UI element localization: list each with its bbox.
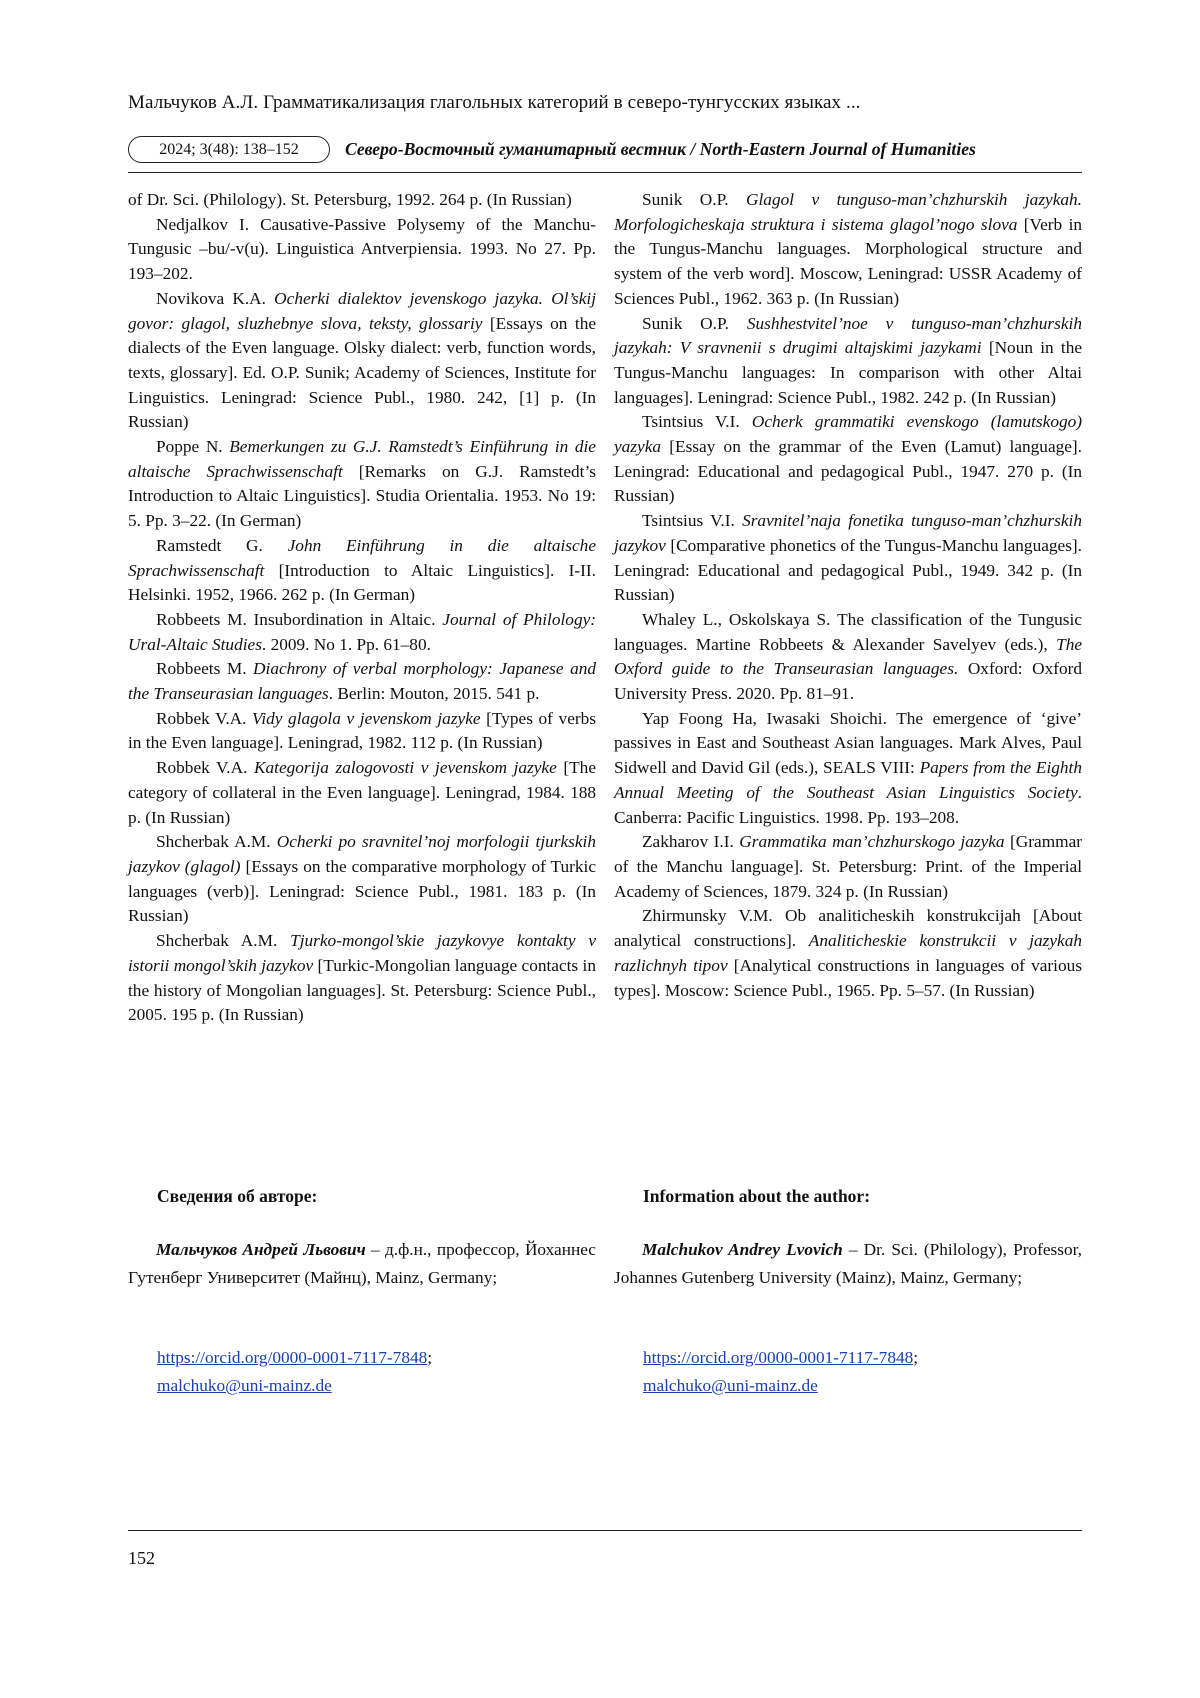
reference-details: [Essays on the dialects of the Even language. Olsky dialect: verb, function words, texts, glossary]. Ed. O.P. Sunik; Academy of Sciences, Institute for Linguistics. Leningrad: Science Publ., 1980. 242, [1] p. (In Russian) — [128, 313, 597, 432]
running-title: Мальчуков А.Л. Грамматикализация глагольных категорий в северо-тунгусских языках ... — [128, 92, 861, 113]
orcid-link-ru[interactable]: https://orcid.org/0000-0001-7117-7848 — [157, 1348, 428, 1367]
reference-entry — [614, 830, 1082, 904]
email-link-ru[interactable]: malchuko@uni-mainz.de — [157, 1376, 332, 1395]
reference-entry — [128, 929, 596, 1028]
journal-title: Северо-Восточный гуманитарный вестник / North-Eastern Journal of Humanities — [345, 139, 976, 159]
reference-details: [Types of verbs in the Even language]. Leningrad, 1982. 112 p. (In Russian) — [128, 708, 596, 753]
orcid-separator-en: ; — [913, 1348, 919, 1367]
reference-author: Shcherbak A.M. — [156, 931, 278, 951]
reference-details: [Grammar of the Manchu language]. St. Petersburg: Print. of the Imperial Academy of Sciences, 1879. 324 p. (In Russian) — [614, 832, 1082, 901]
reference-author: Novikova K.A. — [156, 288, 266, 308]
reference-details: Ob analiticheskih konstrukcijah [About analytical constructions]. — [614, 906, 1082, 951]
reference-details: [The category of collateral in the Even language]. Leningrad, 1984. 188 p. (In Russian) — [128, 758, 596, 827]
reference-author: Zakharov I.I. — [642, 832, 734, 852]
reference-details: . 2009. No 1. Pp. 61–80. — [261, 634, 431, 654]
reference-author: Robbeets M. — [156, 659, 247, 679]
header-divider — [128, 172, 1082, 173]
reference-details: of Dr. Sci. (Philology). St. Petersburg, 1992. 264 p. (In Russian) — [128, 190, 572, 209]
footer-divider — [128, 1530, 1082, 1531]
author-links-ru — [157, 1344, 432, 1400]
reference-title: Diachrony of verbal morphology: Japanese and the Transeurasian languages — [128, 659, 596, 704]
reference-entry — [614, 410, 1082, 509]
reference-entry — [128, 534, 596, 608]
reference-author: Robbek V.A. — [156, 708, 247, 728]
reference-title: The Oxford guide to the Transeurasian languages. — [614, 634, 1082, 679]
author-info-heading-en: Information about the author: — [643, 1186, 871, 1206]
reference-entry — [128, 608, 596, 657]
page-number: 152 — [128, 1548, 155, 1568]
reference-entry — [128, 657, 596, 706]
reference-title: John Einführung in die altaische Sprachwissenschaft — [128, 535, 596, 580]
reference-details: [Introduction to Altaic Linguistics]. I-II. Helsinki. 1952, 1966. 262 p. (In German) — [128, 560, 596, 605]
reference-title: Ocherk grammatiki evenskogo (lamutskogo) yazyka — [614, 412, 1082, 457]
author-info-heading-ru: Сведения об авторе: — [157, 1186, 318, 1206]
reference-details: [Remarks on G.J. Ramstedt’s Introduction to Altaic Linguistics]. Studia Orientalia. 1953. No 19: 5. Pp. 3–22. (In German) — [128, 461, 596, 531]
author-bio-en — [614, 1236, 1082, 1292]
reference-details: The classification of the Tungusic languages. Martine Robbeets & Alexander Savelyev (eds.), — [614, 609, 1082, 654]
orcid-separator-ru: ; — [427, 1348, 433, 1367]
reference-author: Sunik O.P. — [642, 313, 729, 333]
reference-title: Ocherki dialektov jevenskogo jazyka. Ol’skij govor: glagol, sluzhebnye slova, teksty, glossariy — [128, 288, 597, 333]
email-link-en[interactable]: malchuko@uni-mainz.de — [643, 1376, 818, 1395]
reference-entry — [614, 188, 1082, 312]
reference-entry — [614, 608, 1082, 707]
references-right-column — [614, 188, 1082, 1003]
reference-author: Zhirmunsky V.M. — [642, 906, 773, 926]
reference-details: Causative-Passive Polysemy of the Manchu-Tungusic –bu/-v(u). Linguistica Antverpiensia. 1993. No 27. Pp. 193–202. — [128, 214, 596, 284]
issue-badge: 2024; 3(48): 138–152 — [128, 136, 330, 163]
reference-title: Vidy glagola v jevenskom jazyke — [246, 708, 481, 728]
author-name-en: Malchukov Andrey Lvovich — [642, 1240, 843, 1259]
reference-entry — [614, 904, 1082, 1003]
reference-details: [Essays on the comparative morphology of Turkic languages (verb)]. Leningrad: Science Publ., 1981. 183 p. (In Russian) — [128, 856, 596, 926]
reference-author: Shcherbak A.M. — [156, 832, 271, 852]
reference-author: Whaley L., Oskolskaya S. — [642, 609, 831, 629]
reference-author: Tsintsius V.I. — [642, 511, 735, 531]
reference-entry — [614, 707, 1082, 831]
reference-title: Sravnitel’naja fonetika tunguso-man’chzhurskih jazykov — [614, 511, 1082, 555]
reference-details: [Turkic-Mongolian language contacts in the history of Mongolian languages]. St. Petersburg: Science Publ., 2005. 195 p. (In Russian) — [128, 955, 596, 1025]
reference-title: Journal of Philology: Ural-Altaic Studies — [128, 609, 597, 654]
reference-title: Tjurko-mongol’skie jazykovye kontakty v istorii mongol’skih jazykov — [128, 931, 596, 975]
reference-entry — [614, 509, 1082, 608]
reference-entry — [128, 435, 596, 534]
reference-details: [Noun in the Tungus-Manchu languages: In comparison with other Altai languages]. Leningrad: Science Publ., 1982. 242 p. (In Russian) — [614, 338, 1082, 407]
reference-author: Tsintsius V.I. — [642, 412, 740, 432]
reference-author: Robbeets M. — [156, 609, 247, 629]
reference-details: Insubordination in Altaic. — [246, 609, 443, 629]
reference-title: Grammatika man’chzhurskogo jazyka — [733, 832, 1005, 852]
reference-details: . Berlin: Mouton, 2015. 541 p. — [328, 684, 540, 704]
author-details-ru: – д.ф.н., профессор, Йоханнес Гутенберг Университет (Майнц), Mainz, Germany; — [128, 1240, 596, 1287]
reference-entry — [128, 756, 596, 830]
reference-title: Kategorija zalogovosti v jevenskom jazyke — [247, 758, 557, 778]
reference-title: Analiticheskie konstrukcii v jazykah razlichnyh tipov — [614, 931, 1082, 975]
reference-details: [Essay on the grammar of the Even (Lamut) language]. Leningrad: Educational and pedagogical Publ., 1947. 270 p. (In Russian) — [614, 437, 1082, 506]
reference-details: The emergence of ‘give’ passives in East and Southeast Asian languages. Mark Alves, Paul Sidwell and David Gil (eds.), SEALS VIII: — [614, 708, 1082, 778]
reference-entry — [128, 188, 596, 213]
reference-author: Sunik O.P. — [642, 190, 729, 209]
reference-author: Nedjalkov I. — [156, 214, 250, 234]
author-links-en — [643, 1344, 918, 1400]
reference-title: Sushhestvitel’noe v tunguso-man’chzhurskih jazykah: V sravnenii s drugimi altajskimi jazykami — [614, 313, 1082, 358]
references-left-column — [128, 188, 596, 1028]
reference-details: [Comparative phonetics of the Tungus-Manchu languages]. Leningrad: Educational and pedagogical Publ., 1949. 342 p. (In Russian) — [614, 535, 1082, 605]
author-details-en: – Dr. Sci. (Philology), Professor, Johannes Gutenberg University (Mainz), Mainz, Germany; — [614, 1240, 1083, 1287]
reference-details: Oxford: Oxford University Press. 2020. Pp. 81–91. — [614, 659, 1082, 704]
reference-details: [Verb in the Tungus-Manchu languages. Morphological structure and system of the verb word]. Moscow, Leningrad: USSR Academy of Sciences Publ., 1962. 363 p. (In Russian) — [614, 214, 1083, 308]
reference-title: Glagol v tunguso-man’chzhurskih jazykah. Morfologicheskaja struktura i sistema glagol’nogo slova — [614, 190, 1082, 234]
reference-entry — [128, 287, 596, 435]
reference-author: Ramstedt G. — [156, 535, 263, 555]
reference-entry — [128, 213, 596, 287]
orcid-link-en[interactable]: https://orcid.org/0000-0001-7117-7848 — [643, 1348, 914, 1367]
reference-author: Poppe N. — [156, 437, 223, 457]
reference-title: Papers from the Eighth Annual Meeting of the Southeast Asian Linguistics Society — [614, 758, 1082, 802]
reference-entry — [128, 707, 596, 756]
author-bio-ru — [128, 1236, 596, 1292]
author-name-ru: Мальчуков Андрей Львович — [156, 1240, 366, 1259]
reference-title: Bemerkungen zu G.J. Ramstedt’s Einführung in die altaische Sprachwissenschaft — [128, 437, 596, 481]
reference-details: . Canberra: Pacific Linguistics. 1998. Pp. 193–208. — [614, 782, 1082, 827]
reference-entry — [614, 312, 1082, 411]
reference-author: Robbek V.A. — [156, 758, 248, 778]
reference-title: Ocherki po sravnitel’noj morfologii tjurkskih jazykov (glagol) — [128, 832, 596, 876]
reference-author: Yap Foong Ha, Iwasaki Shoichi. — [642, 708, 887, 728]
reference-details: [Analytical constructions in languages of various types]. Moscow: Science Publ., 1965. Pp. 5–57. (In Russian) — [614, 955, 1082, 1000]
reference-entry — [128, 830, 596, 929]
